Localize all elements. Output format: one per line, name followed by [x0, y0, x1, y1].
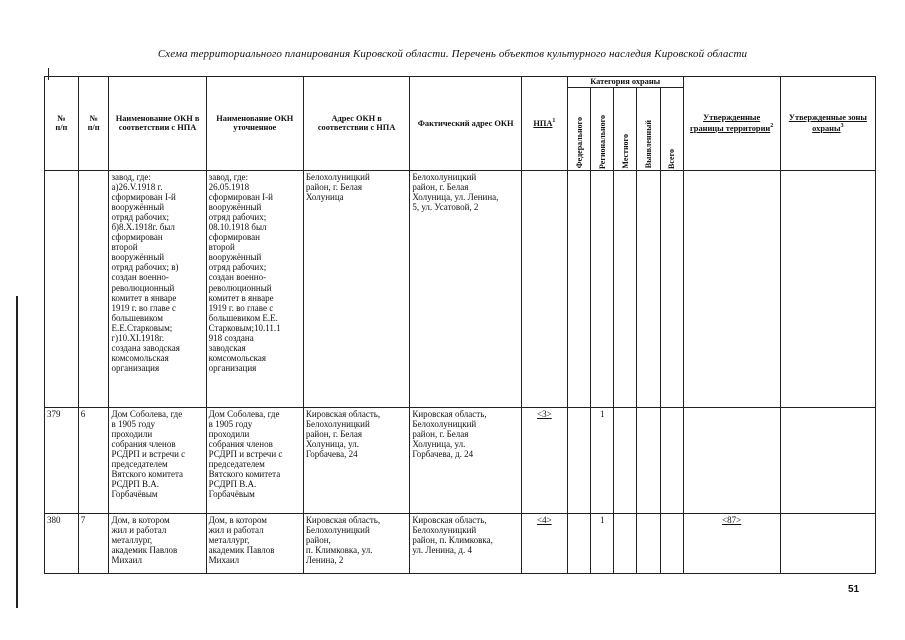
cell-npa: <4> [521, 513, 567, 573]
cell-federal [567, 407, 591, 513]
cell-local [613, 170, 637, 407]
cell-zones [780, 407, 875, 513]
heritage-objects-table [44, 76, 876, 574]
cell-total [661, 513, 684, 573]
cell-local [613, 407, 637, 513]
cell-num-total: 380 [45, 513, 79, 573]
header-npa: НПА$^1$ [521, 77, 567, 171]
header-address-actual: Фактический адрес ОКН [410, 77, 522, 171]
header-num-local: № п/п [78, 77, 109, 171]
cell-identified [637, 170, 661, 407]
cell-regional [591, 170, 614, 407]
cell-address-npa: Кировская область, Белохолуницкий район, п. Климковка, ул. Ленина, 2 [303, 513, 409, 573]
cell-num-total [45, 170, 79, 407]
cell-address-actual: Кировская область, Белохолуницкий район, п. Климковка, ул. Ленина, д. 4 [410, 513, 522, 573]
cell-total [661, 170, 684, 407]
cell-boundaries: <87> [683, 513, 780, 573]
cell-num-local [78, 170, 109, 407]
header-category-identified: Выявленный [637, 87, 661, 170]
cell-npa [521, 170, 567, 407]
header-name-npa: Наименование ОКН в соответствии с НПА [109, 77, 206, 171]
cell-local [613, 513, 637, 573]
cell-name-refined: завод, где: 26.05.1918 сформирован I-й вооружённый отряд рабочих; 08.10.1918 был сформирован второй вооружённый отряд рабочих; создан военно- революционный комитет в январе 1919 г. во главе с большевиком Е.Е. Старковым;10.11.1 918 создана заводская комсомольская организация [206, 170, 303, 407]
header-address-npa: Адрес ОКН в соответствии с НПА [303, 77, 409, 171]
header-zones: Утвержденные зоны охраны$^3$ [780, 77, 875, 171]
cell-name-npa: Дом, в котором жил и работал металлург, академик Павлов Михаил [109, 513, 206, 573]
cell-npa: <3> [521, 407, 567, 513]
cell-address-actual: Кировская область, Белохолуницкий район, г. Белая Холуница, ул. Горбачева, д. 24 [410, 407, 522, 513]
cell-address-actual: Белохолуницкий район, г. Белая Холуница, ул. Ленина, 5, ул. Усатовой, 2 [410, 170, 522, 407]
cell-federal [567, 170, 591, 407]
cell-num-local: 7 [78, 513, 109, 573]
table-row [45, 407, 876, 513]
cell-boundaries [683, 407, 780, 513]
header-boundaries: Утвержденные границы территории$^2$ [683, 77, 780, 171]
cell-address-npa: Кировская область, Белохолуницкий район, г. Белая Холуница, ул. Горбачева, 24 [303, 407, 409, 513]
cell-zones [780, 513, 875, 573]
cell-regional: 1 [591, 513, 614, 573]
cell-identified [637, 407, 661, 513]
cell-name-refined: Дом Соболева, где в 1905 году проходили собрания членов РСДРП и встречи с председателем Вятского комитета РСДРП В.А. Горбачёвым [206, 407, 303, 513]
header-category-federal: Федерального [567, 87, 591, 170]
cell-zones [780, 170, 875, 407]
cell-name-npa: завод, где: а)26.V.1918 г. сформирован I-й вооружённый отряд рабочих; б)8.Х.1918г. был сформирован второй вооружённый отряд рабочих; в) создан военно- революционный комитет в январе 1919 г. во главе с большевиком Е.Е.Старковым; г)10.XI.1918г. создана заводская комсомольская организация [109, 170, 206, 407]
header-category-regional: Регионального [591, 87, 614, 170]
cell-boundaries [683, 170, 780, 407]
table-row [45, 170, 876, 407]
cell-federal [567, 513, 591, 573]
page-number: 51 [848, 584, 860, 595]
header-category-local: Местного [613, 87, 637, 170]
cell-identified [637, 513, 661, 573]
cell-name-npa: Дом Соболева, где в 1905 году проходили собрания членов РСДРП и встречи с председателем Вятского комитета РСДРП В.А. Горбачёвым [109, 407, 206, 513]
document-title: Схема территориального планирования Кировской области. Перечень объектов культурного наследия Кировской области [157, 48, 748, 60]
header-category-total: Всего [661, 87, 684, 170]
cell-num-total: 379 [45, 407, 79, 513]
cell-num-local: 6 [78, 407, 109, 513]
header-num-total: № п/п [45, 77, 79, 171]
cell-regional: 1 [591, 407, 614, 513]
header-category-group: Категория охраны [567, 77, 683, 88]
table-row [45, 513, 876, 573]
header-name-refined: Наименование ОКН уточненное [206, 77, 303, 171]
scan-edge-mark [16, 296, 18, 608]
cell-address-npa: Белохолуницкий район, г. Белая Холуница [303, 170, 409, 407]
cell-total [661, 407, 684, 513]
table-header-row [45, 77, 876, 88]
cell-name-refined: Дом, в котором жил и работал металлург, академик Павлов Михаил [206, 513, 303, 573]
